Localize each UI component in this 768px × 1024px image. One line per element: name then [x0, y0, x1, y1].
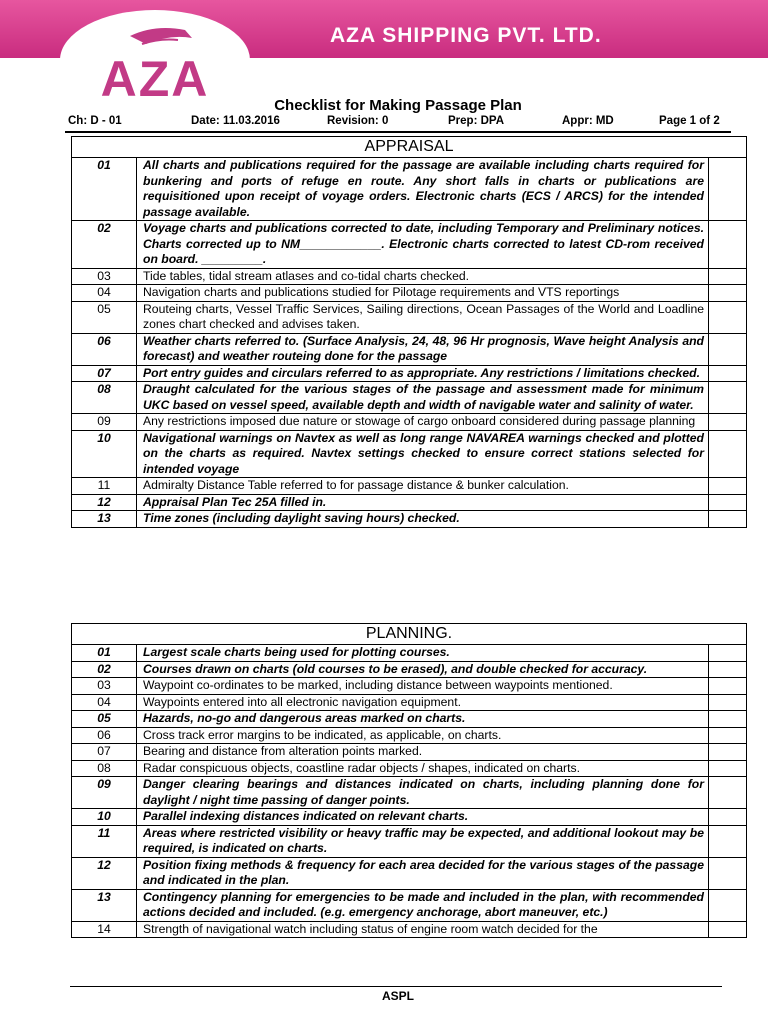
- check-cell[interactable]: [709, 809, 747, 826]
- item-text: Courses drawn on charts (old courses to be erased), and double checked for accuracy.: [137, 661, 709, 678]
- check-cell[interactable]: [709, 333, 747, 365]
- check-cell[interactable]: [709, 268, 747, 285]
- meta-page: Page 1 of 2: [659, 115, 720, 127]
- item-number: 02: [72, 661, 137, 678]
- meta-divider: [65, 131, 731, 133]
- appraisal-table: [71, 136, 747, 528]
- check-cell[interactable]: [709, 285, 747, 302]
- check-cell[interactable]: [709, 857, 747, 889]
- item-number: 09: [72, 777, 137, 809]
- item-text: Position fixing methods & frequency for each area decided for the various stages of the passage and indicated in the plan.: [137, 857, 709, 889]
- item-text: Hazards, no-go and dangerous areas marked on charts.: [137, 711, 709, 728]
- check-cell[interactable]: [709, 744, 747, 761]
- meta-revision: Revision: 0: [327, 115, 389, 127]
- check-cell[interactable]: [709, 889, 747, 921]
- item-text: Cross track error margins to be indicated, as applicable, on charts.: [137, 727, 709, 744]
- item-number: 14: [72, 921, 137, 938]
- item-text: Waypoints entered into all electronic navigation equipment.: [137, 694, 709, 711]
- item-text: Voyage charts and publications corrected to date, including Temporary and Preliminary notices. Charts corrected up to NM____________. Electronic charts corrected to latest CD-rom received on board. _________.: [137, 221, 709, 269]
- item-text: Draught calculated for the various stages of the passage and assessment made for minimum UKC based on vessel speed, available depth and width of navigable water and salinity of water.: [137, 382, 709, 414]
- item-number: 02: [72, 221, 137, 269]
- check-cell[interactable]: [709, 661, 747, 678]
- item-text: Largest scale charts being used for plotting courses.: [137, 645, 709, 662]
- item-number: 05: [72, 711, 137, 728]
- company-logo: [60, 8, 250, 108]
- item-text: Navigational warnings on Navtex as well as long range NAVAREA warnings checked and plotted on the charts as required. Navtex settings checked to ensure correct stations selected for intended voyage: [137, 430, 709, 478]
- check-cell[interactable]: [709, 727, 747, 744]
- item-text: Weather charts referred to. (Surface Analysis, 24, 48, 96 Hr prognosis, Wave height Analysis and forecast) and weather routeing done for the passage: [137, 333, 709, 365]
- footer-divider: [70, 986, 722, 987]
- item-text: Any restrictions imposed due nature or stowage of cargo onboard considered during passage planning: [137, 414, 709, 431]
- check-cell[interactable]: [709, 678, 747, 695]
- item-text: Contingency planning for emergencies to be made and included in the plan, with recommended actions decided and included. (e.g. emergency anchorage, abort maneuver, etc.): [137, 889, 709, 921]
- check-cell[interactable]: [709, 414, 747, 431]
- check-cell[interactable]: [709, 494, 747, 511]
- item-text: Tide tables, tidal stream atlases and co-tidal charts checked.: [137, 268, 709, 285]
- item-number: 07: [72, 365, 137, 382]
- item-number: 03: [72, 268, 137, 285]
- item-text: Areas where restricted visibility or heavy traffic may be expected, and additional lookout may be required, is indicated on charts.: [137, 825, 709, 857]
- planning-table: [71, 623, 747, 938]
- item-number: 11: [72, 478, 137, 495]
- item-number: 08: [72, 382, 137, 414]
- check-cell[interactable]: [709, 221, 747, 269]
- company-name: AZA SHIPPING PVT. LTD.: [330, 24, 602, 47]
- item-number: 07: [72, 744, 137, 761]
- item-text: Admiralty Distance Table referred to for passage distance & bunker calculation.: [137, 478, 709, 495]
- item-number: 09: [72, 414, 137, 431]
- item-text: Waypoint co-ordinates to be marked, including distance between waypoints mentioned.: [137, 678, 709, 695]
- item-number: 05: [72, 301, 137, 333]
- footer-text: ASPL: [381, 989, 414, 1003]
- item-text: Danger clearing bearings and distances indicated on charts, including planning done for daylight / night time passing of danger points.: [137, 777, 709, 809]
- check-cell[interactable]: [709, 760, 747, 777]
- item-text: All charts and publications required for the passage are available including charts required for bunkering and ports of refuge en route. Any short falls in charts or publications are requisitioned upon receipt of voyage orders. Electronic charts (ECS / ARCS) for the intended passage available.: [137, 158, 709, 221]
- check-cell[interactable]: [709, 478, 747, 495]
- check-cell[interactable]: [709, 645, 747, 662]
- document-meta: [68, 115, 728, 131]
- check-cell[interactable]: [709, 511, 747, 528]
- check-cell[interactable]: [709, 825, 747, 857]
- meta-approved: Appr: MD: [562, 115, 614, 127]
- item-number: 04: [72, 285, 137, 302]
- item-number: 06: [72, 727, 137, 744]
- item-text: Radar conspicuous objects, coastline radar objects / shapes, indicated on charts.: [137, 760, 709, 777]
- check-cell[interactable]: [709, 694, 747, 711]
- check-cell[interactable]: [709, 158, 747, 221]
- item-text: Port entry guides and circulars referred to as appropriate. Any restrictions / limitations checked.: [137, 365, 709, 382]
- item-number: 06: [72, 333, 137, 365]
- item-text: Bearing and distance from alteration points marked.: [137, 744, 709, 761]
- item-number: 12: [72, 494, 137, 511]
- check-cell[interactable]: [709, 430, 747, 478]
- item-number: 01: [72, 158, 137, 221]
- item-number: 13: [72, 889, 137, 921]
- item-text: Appraisal Plan Tec 25A filled in.: [137, 494, 709, 511]
- item-number: 10: [72, 809, 137, 826]
- document-title: Checklist for Making Passage Plan: [274, 97, 522, 114]
- check-cell[interactable]: [709, 365, 747, 382]
- item-number: 01: [72, 645, 137, 662]
- item-text: Strength of navigational watch including status of engine room watch decided for the: [137, 921, 709, 938]
- item-text: Parallel indexing distances indicated on relevant charts.: [137, 809, 709, 826]
- appraisal-heading: APPRAISAL: [72, 137, 747, 158]
- check-cell[interactable]: [709, 301, 747, 333]
- item-number: 13: [72, 511, 137, 528]
- meta-date: Date: 11.03.2016: [191, 115, 280, 127]
- meta-chapter: Ch: D - 01: [68, 115, 122, 127]
- check-cell[interactable]: [709, 711, 747, 728]
- item-text: Navigation charts and publications studied for Pilotage requirements and VTS reportings: [137, 285, 709, 302]
- check-cell[interactable]: [709, 382, 747, 414]
- item-number: 03: [72, 678, 137, 695]
- check-cell[interactable]: [709, 777, 747, 809]
- svg-text:AZA: AZA: [100, 51, 210, 107]
- item-text: Time zones (including daylight saving hours) checked.: [137, 511, 709, 528]
- meta-prepared: Prep: DPA: [448, 115, 505, 127]
- item-number: 04: [72, 694, 137, 711]
- item-text: Routeing charts, Vessel Traffic Services, Sailing directions, Ocean Passages of the World and Loadline zones chart checked and advises taken.: [137, 301, 709, 333]
- item-number: 11: [72, 825, 137, 857]
- item-number: 08: [72, 760, 137, 777]
- check-cell[interactable]: [709, 921, 747, 938]
- planning-heading: PLANNING.: [72, 624, 747, 645]
- item-number: 10: [72, 430, 137, 478]
- item-number: 12: [72, 857, 137, 889]
